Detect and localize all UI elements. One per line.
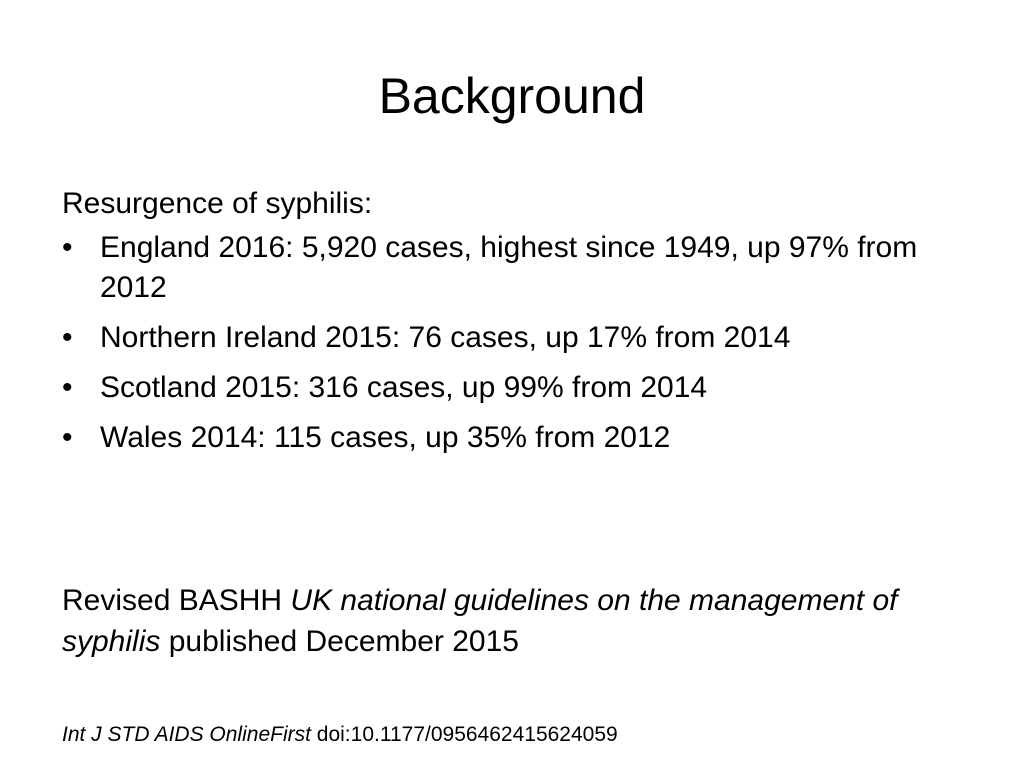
bullet-icon: •	[62, 371, 73, 404]
slide-body	[62, 184, 962, 468]
bullet-text: England 2016: 5,920 cases, highest since 1949, up 97% from 2012	[100, 231, 918, 304]
bullet-text: Scotland 2015: 316 cases, up 99% from 2014	[100, 371, 708, 404]
slide-title: Background	[378, 68, 646, 124]
guideline-prefix: Revised BASHH	[62, 584, 291, 617]
bullet-text: Wales 2014: 115 cases, up 35% from 2012	[100, 421, 671, 454]
list-item	[62, 228, 962, 308]
citation-journal: Int J STD AIDS OnlineFirst	[62, 723, 311, 746]
citation	[62, 720, 962, 750]
guideline-suffix: published December 2015	[160, 625, 519, 658]
list-item	[62, 418, 962, 458]
bullet-text: Northern Ireland 2015: 76 cases, up 17% from 2014	[100, 321, 791, 354]
guideline-note	[62, 580, 942, 662]
citation-doi: doi:10.1177/0956462415624059	[310, 723, 618, 746]
bullet-icon: •	[62, 421, 73, 454]
list-item	[62, 318, 962, 358]
list-item	[62, 368, 962, 408]
bullet-icon: •	[62, 231, 73, 264]
bullet-icon: •	[62, 321, 73, 354]
intro-text: Resurgence of syphilis:	[62, 187, 373, 220]
bullet-list	[62, 228, 962, 458]
guideline-title: UK national guidelines on the management of syphilis	[62, 584, 898, 658]
